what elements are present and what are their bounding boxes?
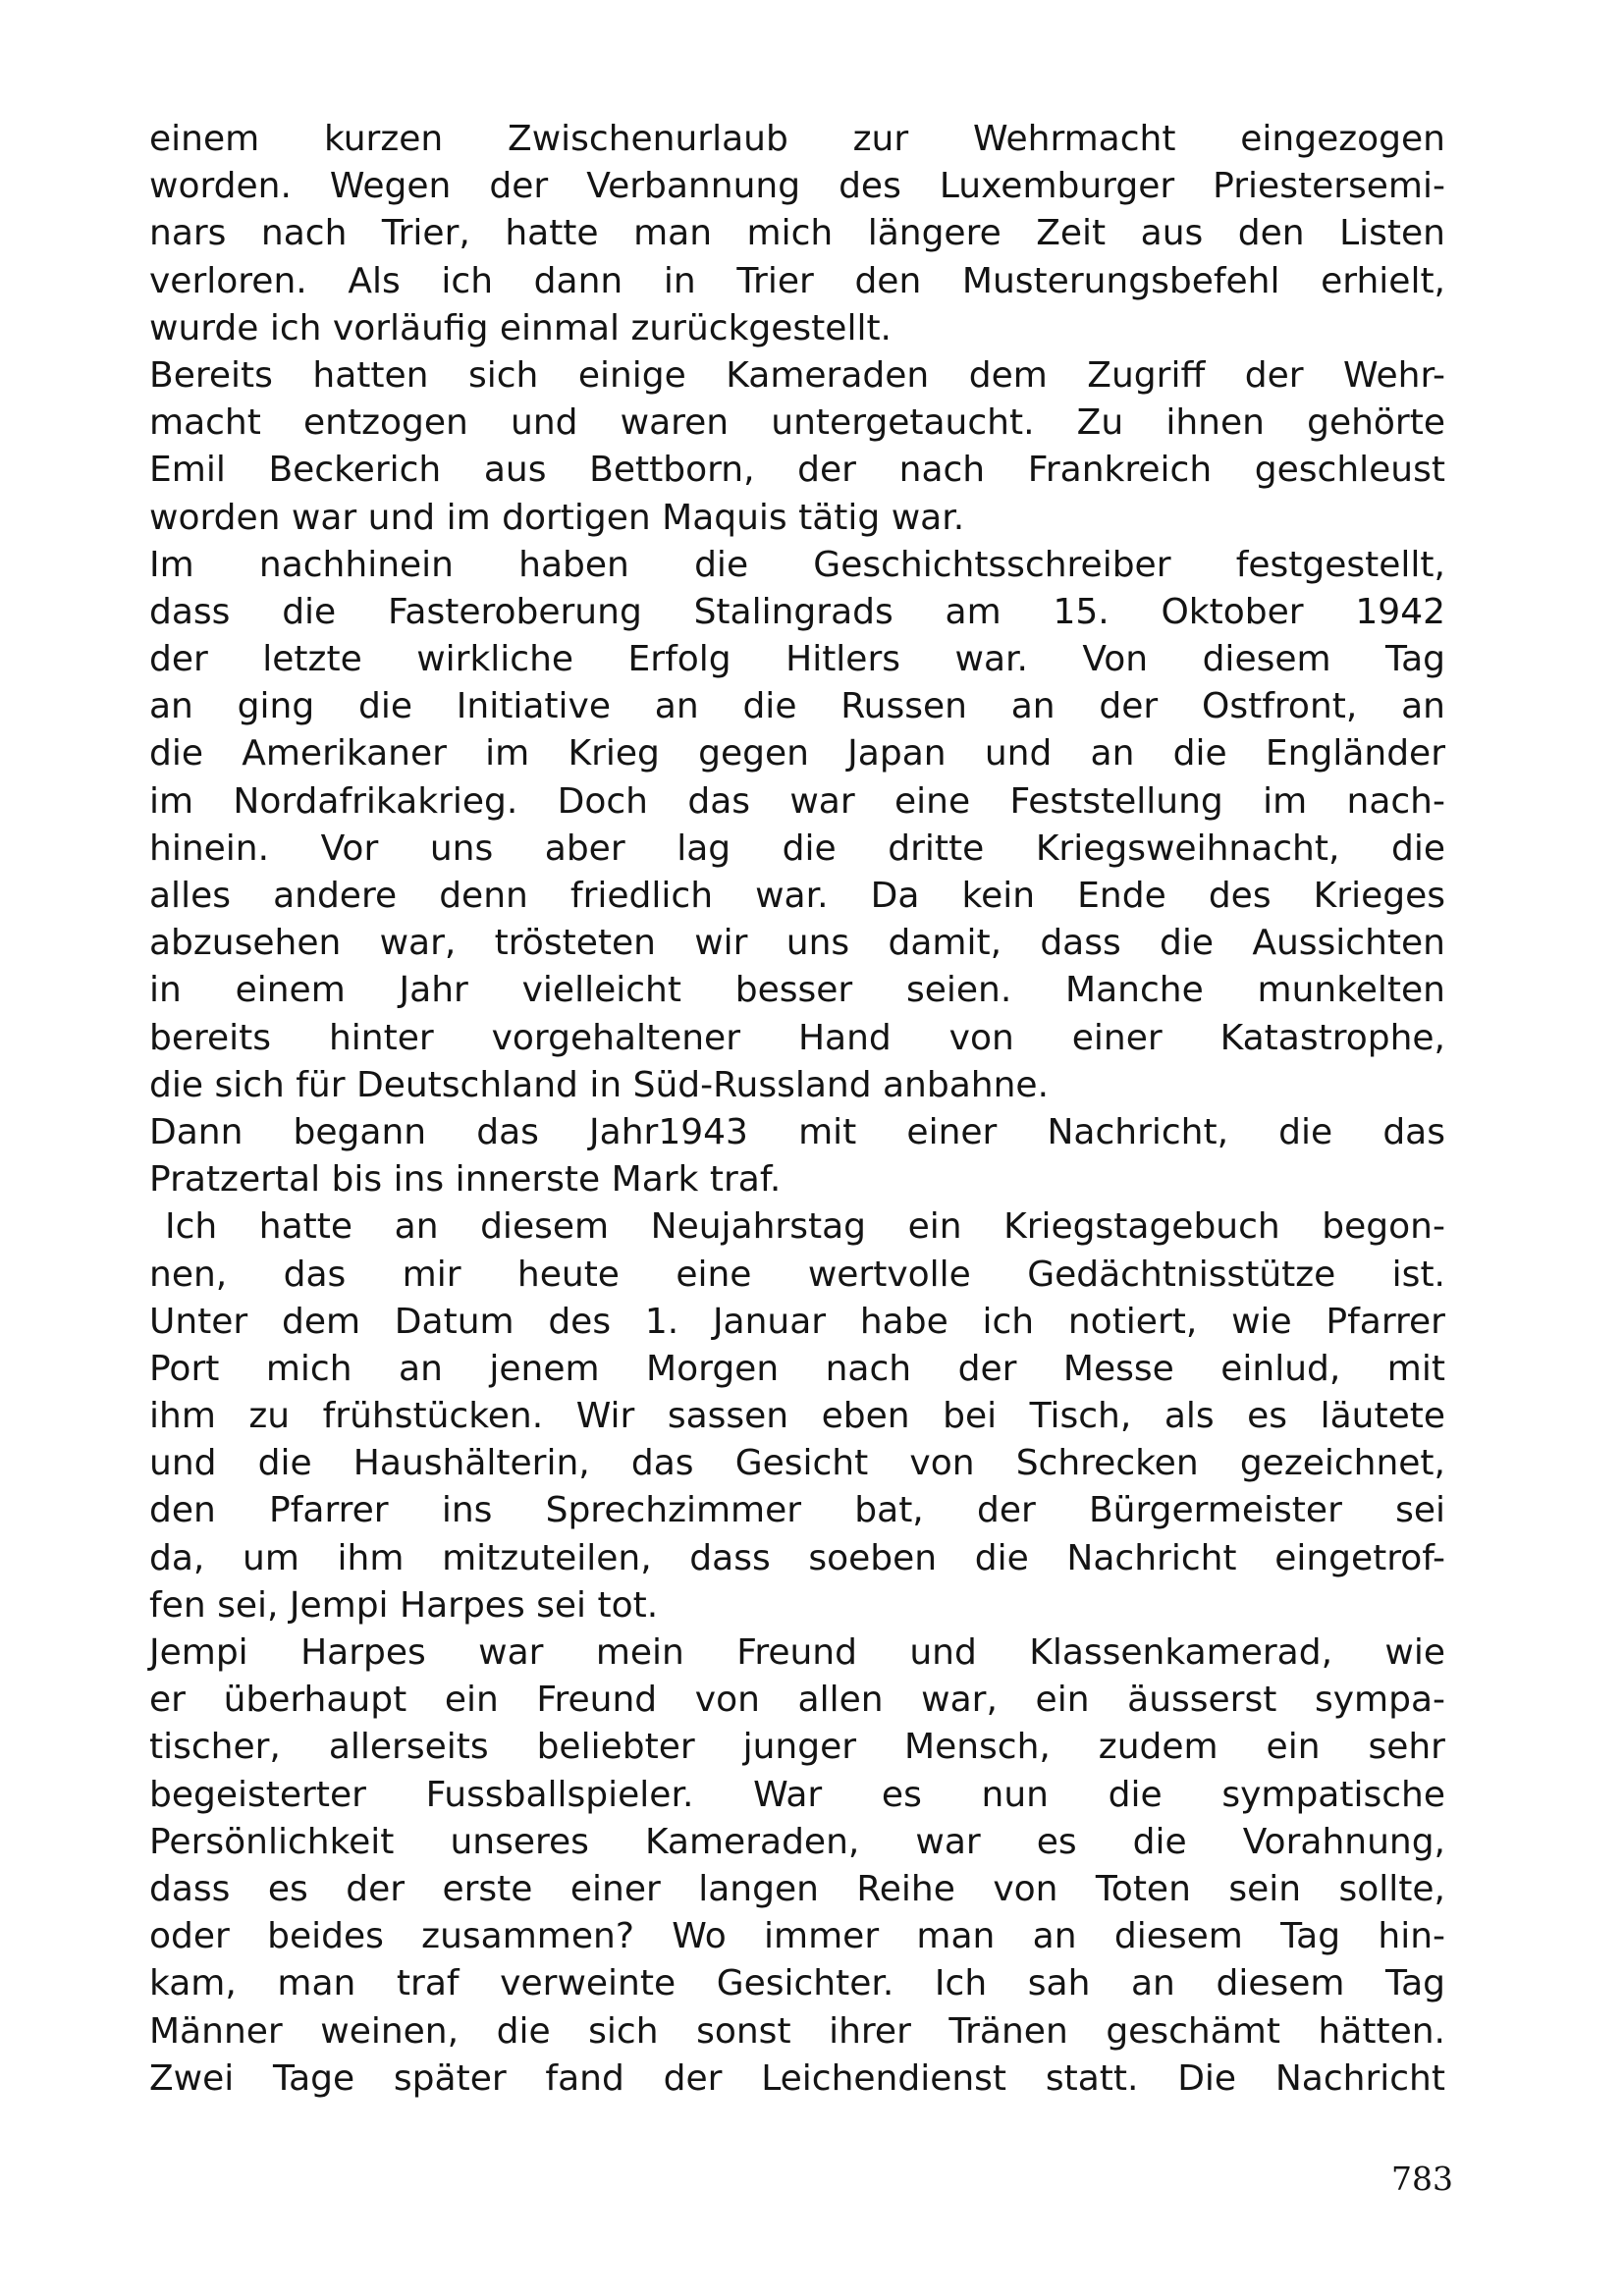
text-line: tischer, allerseits beliebter junger Mensch, zudem ein sehr [149, 1727, 1445, 1768]
text-line: Persönlichkeit unseres Kameraden, war es die Vorahnung, [149, 1821, 1445, 1862]
text-line: abzusehen war, trösteten wir uns damit, dass die Aussichten [149, 923, 1445, 964]
text-line: nars nach Trier, hatte man mich längere Zeit aus den Listen [149, 213, 1445, 254]
text-line: hinein. Vor uns aber lag die dritte Kriegsweihnacht, die [149, 828, 1445, 869]
text-line: bereits hinter vorgehaltener Hand von einer Katastrophe, [149, 1017, 1445, 1058]
text-line: Emil Beckerich aus Bettborn, der nach Frankreich geschleust [149, 450, 1445, 491]
text-line: wurde ich vorläufig einmal zurückgestellt. [149, 307, 892, 348]
text-line: er überhaupt ein Freund von allen war, ein äusserst sympa- [149, 1680, 1445, 1721]
text-line: einem kurzen Zwischenurlaub zur Wehrmacht eingezogen [149, 119, 1445, 159]
text-line: der letzte wirkliche Erfolg Hitlers war. Von diesem Tag [149, 639, 1445, 680]
page-number: 783 [1391, 2160, 1453, 2198]
text-line: begeisterter Fussballspieler. War es nun die sympatische [149, 1774, 1445, 1815]
text-line: Pratzertal bis ins innerste Mark traf. [149, 1159, 782, 1201]
text-line: alles andere denn friedlich war. Da kein Ende des Krieges [149, 876, 1445, 916]
text-line: macht entzogen und waren untergetaucht. Zu ihnen gehörte [149, 402, 1445, 444]
text-line: und die Haushälterin, das Gesicht von Schrecken gezeichnet, [149, 1443, 1445, 1484]
text-line: in einem Jahr vielleicht besser seien. Manche munkelten [149, 970, 1445, 1011]
text-line: an ging die Initiative an die Russen an der Ostfront, an [149, 686, 1445, 727]
text-line: da, um ihm mitzuteilen, dass soeben die Nachricht eingetrof- [149, 1537, 1445, 1578]
text-line: worden. Wegen der Verbannung des Luxemburger Priestersemi- [149, 166, 1445, 207]
text-line: die sich für Deutschland in Süd-Russland anbahne. [149, 1064, 1050, 1105]
text-line: Bereits hatten sich einige Kameraden dem Zugriff der Wehr- [149, 354, 1445, 396]
text-line: Ich hatte an diesem Neujahrstag ein Kriegstagebuch begon- [165, 1206, 1445, 1248]
text-line: Jempi Harpes war mein Freund und Klassenkamerad, wie [149, 1632, 1445, 1673]
text-line: Männer weinen, die sich sonst ihrer Tränen geschämt hätten. [149, 2010, 1445, 2052]
text-line: im Nordafrikakrieg. Doch das war eine Feststellung im nach- [149, 780, 1445, 822]
text-line: nen, das mir heute eine wertvolle Gedächtnisstütze ist. [149, 1254, 1445, 1295]
text-line: worden war und im dortigen Maquis tätig war. [149, 497, 965, 538]
text-line: verloren. Als ich dann in Trier den Musterungsbefehl erhielt, [149, 260, 1445, 301]
text-line: Zwei Tage später fand der Leichendienst statt. Die Nachricht [149, 2057, 1445, 2099]
text-line: kam, man traf verweinte Gesichter. Ich sah an diesem Tag [149, 1963, 1445, 2004]
text-line: Im nachhinein haben die Geschichtsschreiber festgestellt, [149, 544, 1445, 585]
text-line: den Pfarrer ins Sprechzimmer bat, der Bürgermeister sei [149, 1490, 1445, 1531]
text-line: dass die Fasteroberung Stalingrads am 15. Oktober 1942 [149, 591, 1445, 632]
body-text [149, 116, 1445, 2103]
text-line: Dann begann das Jahr1943 mit einer Nachricht, die das [149, 1111, 1445, 1152]
text-line: dass es der erste einer langen Reihe von Toten sein sollte, [149, 1868, 1445, 1909]
text-line: die Amerikaner im Krieg gegen Japan und an die Engländer [149, 733, 1445, 774]
text-line: ihm zu frühstücken. Wir sassen eben bei Tisch, als es läutete [149, 1396, 1445, 1437]
text-line: Port mich an jenem Morgen nach der Messe einlud, mit [149, 1348, 1445, 1389]
text-line: Unter dem Datum des 1. Januar habe ich notiert, wie Pfarrer [149, 1301, 1445, 1342]
text-line: oder beides zusammen? Wo immer man an diesem Tag hin- [149, 1916, 1445, 1957]
text-line: fen sei, Jempi Harpes sei tot. [149, 1584, 659, 1626]
